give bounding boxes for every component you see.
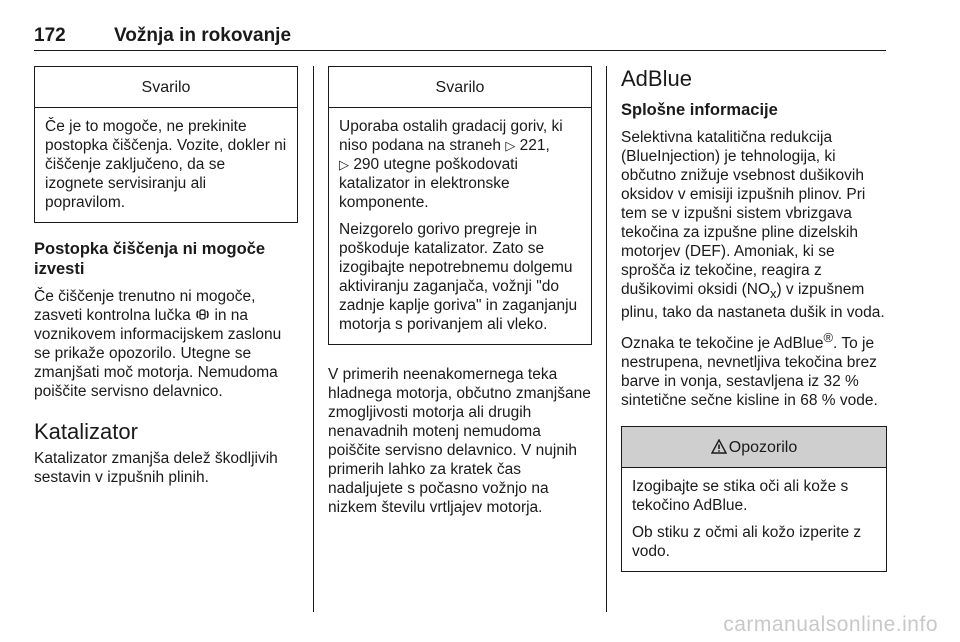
warning-text-1: Izogibajte se stika oči ali kože s tekočino AdBlue. — [632, 478, 849, 515]
adblue-heading: AdBlue — [621, 66, 692, 91]
watermark: carmanualsonline.info — [723, 613, 938, 636]
warning-triangle-icon — [711, 438, 727, 457]
page-ref-link[interactable]: 290 — [353, 156, 380, 173]
page-ref-arrow-icon: ▷ — [505, 138, 516, 153]
section-heading: Postopka čiščenja ni mogoče izvesti — [34, 240, 266, 278]
caution-title: Svarilo — [35, 67, 297, 108]
caution-text-2a: Uporaba ostalih gradacij goriv, ki niso podana na straneh ▷ 221, ▷ 290 utegne poškodovati katalizator in elektronske komponente. — [339, 118, 563, 211]
warning-title: Opozorilo — [728, 438, 798, 456]
page-title: Vožnja in rokovanje — [114, 25, 292, 46]
column-divider-2 — [606, 66, 607, 612]
page-ref-link[interactable]: 221, — [519, 137, 550, 154]
column-divider-1 — [313, 66, 314, 612]
caution-box — [34, 66, 298, 223]
warning-text-2: Ob stiku z očmi ali kožo izperite z vodo. — [632, 524, 862, 561]
adblue-text-1: Selektivna katalitična redukcija (BlueInjection) je tehnologija, ki občutno znižuje vsebnost dušikovih oksidov v emisiji izpušnih plinov. Pri tem se v izpušni sistem vbrizgava tekočina za izpušne pline dizelskih motorjev (DEF). Amoniak, ki se sprošča iz tekočine, reagira z dušikovimi oksidi $(NO_x)$ v izpušnem plinu, tako da nastaneta dušik in voda. — [621, 129, 885, 322]
body-text: V primerih neenakomernega teka hladnega motorja, občutno zmanjšane zmogljivosti motorja ali drugih nenavadnih motenj nemudoma poiščite servisno delavnico. V nujnih primerih lahko za kratek čas nadaljujete s počasno vožnjo na nizkem številu vrtljajev motorja. — [328, 366, 591, 516]
caution-text: Če je to mogoče, ne prekinite postopka čiščenja. Vozite, dokler ni čiščenje zaključeno, da se izognete servisiranju ali popravilom. — [45, 118, 287, 211]
warning-header — [622, 427, 886, 468]
warning-lamp-icon — [195, 307, 210, 324]
caution-title-2: Svarilo — [329, 67, 591, 108]
caution-box-2 — [328, 66, 592, 345]
column-3 — [621, 66, 887, 572]
column-1 — [34, 66, 298, 487]
katalizator-text: Katalizator zmanjša delež škodljivih sestavin v izpušnih plinih. — [34, 450, 278, 486]
page-number: 172 — [34, 25, 66, 46]
adblue-text-2: Oznaka te tekočine je AdBlue®. To je nestrupena, nevnetljiva tekočina brez barve in vonja, sestavljena iz 32 % sintetične sečne kisline in 68 % vode. — [621, 330, 878, 410]
page-header — [34, 20, 886, 51]
general-info-heading: Splošne informacije — [621, 101, 778, 119]
katalizator-heading: Katalizator — [34, 419, 138, 444]
column-2 — [328, 66, 592, 517]
warning-box — [621, 426, 887, 572]
section-text: Če čiščenje trenutno ni mogoče, zasveti kontrolna lučka in na voznikovem informacijskem zaslonu se prikaže opozorilo. Utegne se zmanjšati moč motorja. Nemudoma poiščite servisno delavnico. — [34, 288, 282, 400]
caution-text-2b: Neizgorelo gorivo pregreje in poškoduje katalizator. Zato se izogibajte nepotrebnemu dolgemu aktiviranju zaganjača, vožnji "do zadnje kaplje goriva" in zaganjanju motorja s porivanjem ali vleko. — [339, 221, 578, 333]
page-ref-arrow-icon: ▷ — [339, 157, 349, 172]
